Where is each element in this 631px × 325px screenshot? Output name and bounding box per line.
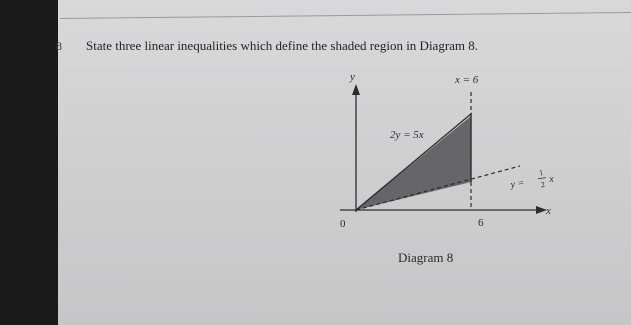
y-axis-label: y xyxy=(350,71,355,83)
line-y-half-x-den: 2 xyxy=(540,179,546,190)
line-2y-5x-label: 2y = 5x xyxy=(390,129,424,141)
fraction-bar xyxy=(538,178,546,179)
line-y-half-x-prefix: y = xyxy=(509,177,525,191)
line-y-half-x-label xyxy=(508,167,555,194)
line-x-6-label: x = 6 xyxy=(455,74,479,86)
question-number: 8 xyxy=(56,39,62,53)
line-y-half-x-num: 1 xyxy=(538,168,544,178)
x-tick-6-label: 6 xyxy=(478,217,484,229)
diagram-caption: Diagram 8 xyxy=(398,250,454,265)
question-text: State three linear inequalities which define the shaded region in Diagram 8. xyxy=(86,38,479,53)
x-axis-label: x xyxy=(546,205,551,217)
line-y-half-x-var: x xyxy=(548,173,555,186)
y-axis-arrow-icon xyxy=(352,84,360,95)
origin-label: 0 xyxy=(340,218,346,230)
